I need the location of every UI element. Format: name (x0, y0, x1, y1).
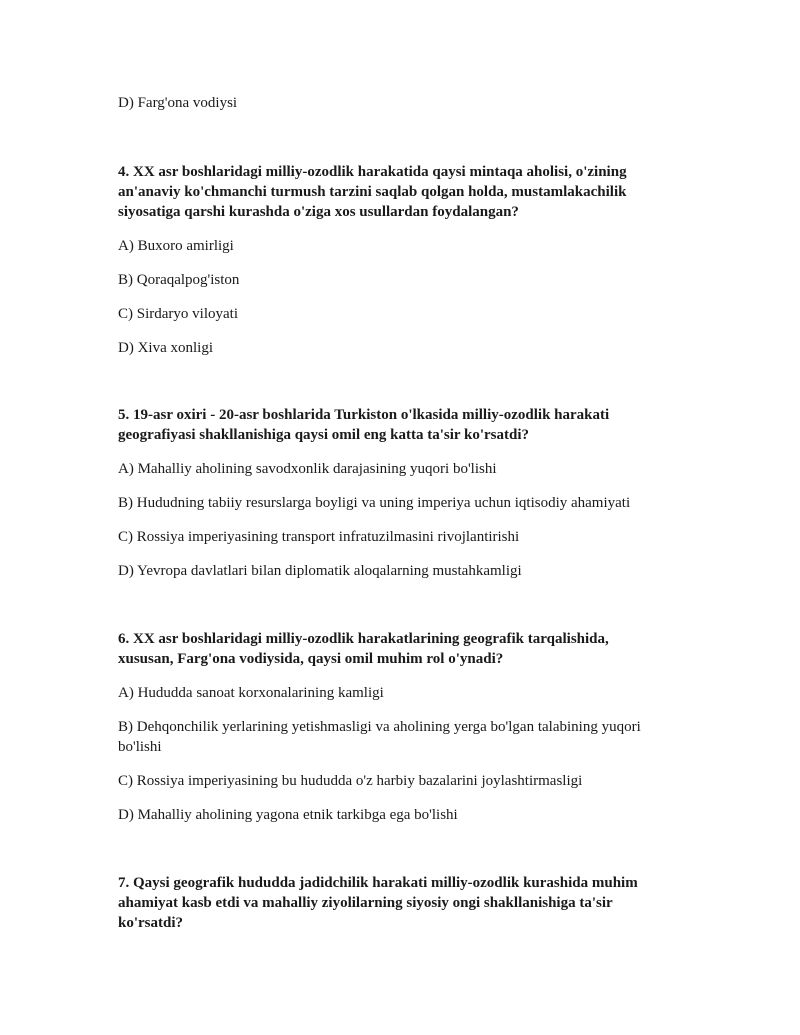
question-6-line-2: xususan, Farg'ona vodiysida, qaysi omil muhim rol o'ynadi? (118, 651, 504, 667)
question-6-option-b-line-1: B) Dehqonchilik yerlarining yetishmasligi va aholining yerga bo'lgan talabining yuqori (118, 719, 641, 735)
question-5-option-a: A) Mahalliy aholining savodxonlik darajasining yuqori bo'lishi (118, 461, 497, 477)
question-7-line-2: ahamiyat kasb etdi va mahalliy ziyolilarning siyosiy ongi shakllanishiga ta'sir (118, 895, 613, 911)
question-6-option-b-line-2: bo'lishi (118, 739, 162, 755)
question-4-option-a: A) Buxoro amirligi (118, 238, 234, 254)
question-7-line-1: 7. Qaysi geografik hududda jadidchilik harakati milliy-ozodlik kurashida muhim (118, 875, 638, 891)
question-4-option-d: D) Xiva xonligi (118, 340, 213, 356)
question-4-line-3: siyosatiga qarshi kurashda o'ziga xos usullardan foydalangan? (118, 204, 519, 220)
question-5-option-c: C) Rossiya imperiyasining transport infratuzilmasini rivojlantirishi (118, 529, 520, 545)
question-6-option-d: D) Mahalliy aholining yagona etnik tarkibga ega bo'lishi (118, 807, 458, 823)
option-d-prev: D) Farg'ona vodiysi (118, 95, 238, 111)
question-6-option-a: A) Hududda sanoat korxonalarining kamligi (118, 685, 384, 701)
question-4-line-2: an'anaviy ko'chmanchi turmush tarzini saqlab qolgan holda, mustamlakachilik (118, 184, 627, 200)
question-4-option-c: C) Sirdaryo viloyati (118, 306, 238, 322)
question-5-option-b: B) Hududning tabiiy resurslarga boyligi va uning imperiya uchun iqtisodiy ahamiyati (118, 495, 631, 511)
question-6-option-c: C) Rossiya imperiyasining bu hududda o'z harbiy bazalarini joylashtirmasligi (118, 773, 583, 789)
question-7-line-3: ko'rsatdi? (118, 915, 184, 931)
question-4-line-1: 4. XX asr boshlaridagi milliy-ozodlik harakatida qaysi mintaqa aholisi, o'zining (118, 164, 627, 180)
question-5-option-d: D) Yevropa davlatlari bilan diplomatik aloqalarning mustahkamligi (118, 563, 522, 579)
question-6-line-1: 6. XX asr boshlaridagi milliy-ozodlik harakatlarining geografik tarqalishida, (118, 631, 609, 647)
question-5-line-1: 5. 19-asr oxiri - 20-asr boshlarida Turkiston o'lkasida milliy-ozodlik harakati (118, 407, 610, 423)
question-4-option-b: B) Qoraqalpog'iston (118, 272, 240, 288)
question-5-line-2: geografiyasi shakllanishiga qaysi omil eng katta ta'sir ko'rsatdi? (118, 427, 530, 443)
